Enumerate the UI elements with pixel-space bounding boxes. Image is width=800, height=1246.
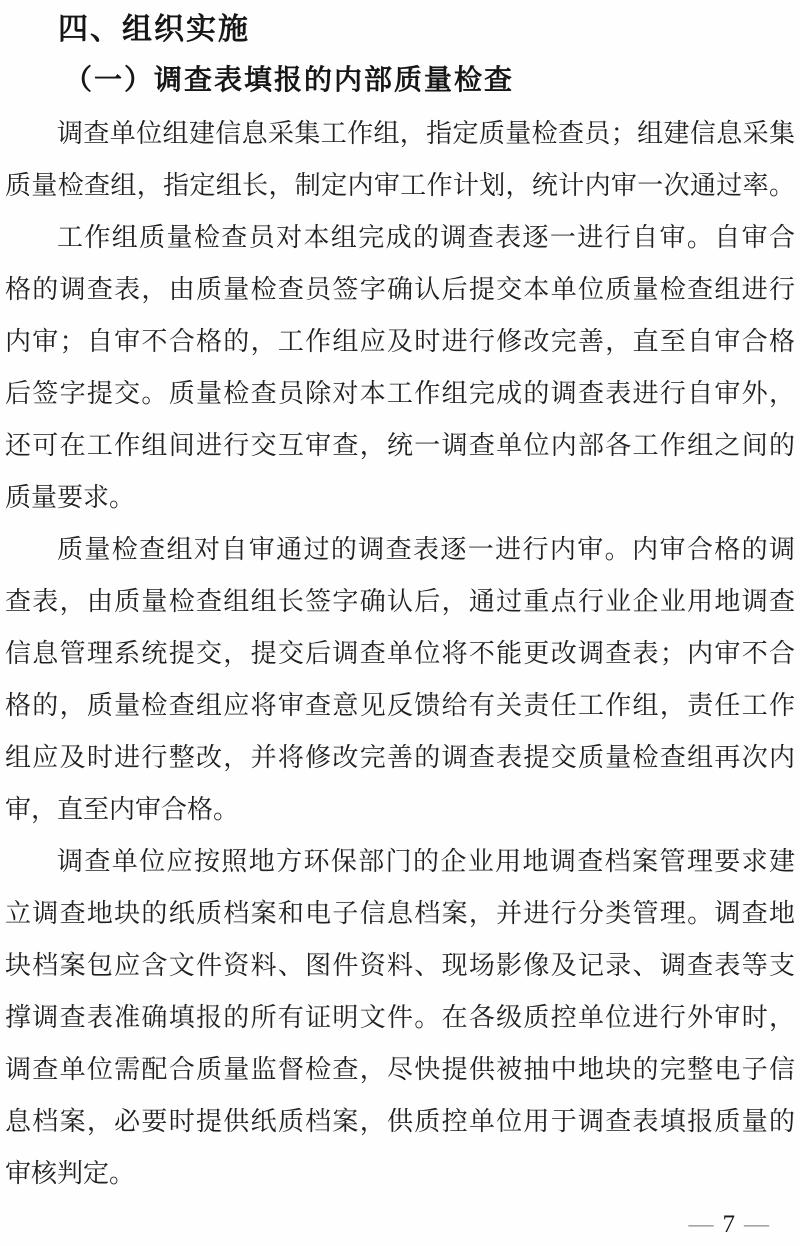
text-line: 质量检查组对自审通过的调查表逐一进行内审。内审合格的调 <box>57 535 795 564</box>
text-line: 内审；自审不合格的，工作组应及时进行修改完善，直至自审合格 <box>5 327 795 356</box>
text-line: 审，直至内审合格。 <box>5 795 240 824</box>
text-line: 息档案，必要时提供纸质档案，供质控单位用于调查表填报质量的 <box>5 1107 795 1136</box>
text-line: 查表，由质量检查组组长签字确认后，通过重点行业企业用地调查 <box>5 587 795 616</box>
paragraph <box>0 524 800 836</box>
text-line: 工作组质量检查员对本组完成的调查表逐一进行自审。自审合 <box>57 223 795 252</box>
text-line: 格的调查表，由质量检查员签字确认后提交本单位质量检查组进行 <box>5 275 795 304</box>
footer-dash-right: — <box>744 1211 770 1238</box>
page-number: 7 <box>722 1211 736 1238</box>
footer-dash-left: — <box>688 1211 715 1238</box>
text-line: 还可在工作组间进行交互审查，统一调查单位内部各工作组之间的 <box>5 431 795 460</box>
text-line: 块档案包应含文件资料、图件资料、现场影像及记录、调查表等支 <box>5 951 795 980</box>
text-line: 质量要求。 <box>5 483 136 512</box>
page-footer <box>681 1210 779 1240</box>
heading-level-1: 四、组织实施 <box>58 13 250 46</box>
paragraph <box>0 108 800 212</box>
text-line: 调查单位组建信息采集工作组，指定质量检查员；组建信息采集 <box>57 119 795 148</box>
paragraph <box>0 212 800 524</box>
paragraph <box>0 836 800 1200</box>
text-line: 质量检查组，指定组长，制定内审工作计划，统计内审一次通过率。 <box>5 171 795 200</box>
text-line: 立调查地块的纸质档案和电子信息档案，并进行分类管理。调查地 <box>5 899 795 928</box>
text-line: 撑调查表准确填报的所有证明文件。在各级质控单位进行外审时， <box>5 1003 795 1032</box>
text-line: 信息管理系统提交，提交后调查单位将不能更改调查表；内审不合 <box>5 639 795 668</box>
text-line: 组应及时进行整改，并将修改完善的调查表提交质量检查组再次内 <box>5 743 795 772</box>
text-line: 调查单位应按照地方环保部门的企业用地调查档案管理要求建 <box>57 847 795 876</box>
text-line: 格的，质量检查组应将审查意见反馈给有关责任工作组，责任工作 <box>5 691 795 720</box>
text-line: 后签字提交。质量检查员除对本工作组完成的调查表进行自审外， <box>5 379 795 408</box>
text-line: 调查单位需配合质量监督检查，尽快提供被抽中地块的完整电子信 <box>5 1055 795 1084</box>
document-body <box>0 108 800 1200</box>
text-line: 审核判定。 <box>5 1159 136 1188</box>
heading-level-2: （一）调查表填报的内部质量检查 <box>64 65 515 96</box>
